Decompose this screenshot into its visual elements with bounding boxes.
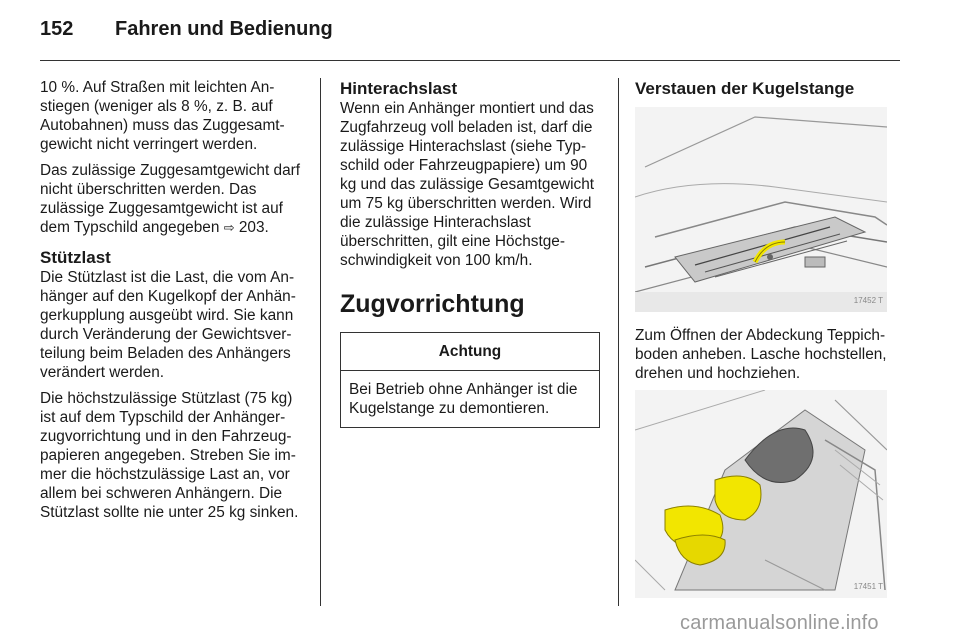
warning-title: Achtung: [341, 333, 599, 371]
column-middle: [340, 78, 602, 428]
paragraph: Die Stützlast ist die Last, die vom Anhänger auf den Kugelkopf der Anhängerkupplung ausgeübt wird. Sie kann durch Veränderung der Gewichtsverteilung beim Beladen des Anhängers verändert werden.: [40, 269, 296, 381]
section-title-zugvorrichtung: Zugvorrichtung: [340, 290, 525, 318]
paragraph: Wenn ein Anhänger montiert und das Zugfahrzeug voll beladen ist, darf die zulässige Hinterachslast (siehe Typschild oder Fahrzeugpapiere) um 90 kg und das zulässige Gesamtgewicht um 75 kg überschritten werden. Wird die zulässige Hinterachslast überschritten, gilt eine Höchstgeschwindigkeit von 100 km/h.: [340, 100, 595, 269]
warning-body: Bei Betrieb ohne Anhänger ist die Kugelstange zu demontieren.: [349, 381, 578, 417]
column-right: [635, 78, 903, 598]
tow-bar-storage-drawing-icon: [635, 390, 887, 598]
paragraph: Die höchstzulässige Stützlast (75 kg) ist auf dem Typschild der Anhängerzugvorrichtung und in den Fahrzeugpapieren angegeben. Streben Sie immer die höchstzulässige Last an, vor allem bei schweren Anhängern. Die Stützlast sollte nie unter 25 kg sinken.: [40, 390, 299, 521]
header-rule: [40, 60, 900, 61]
page-header: [40, 18, 333, 48]
trunk-floor-drawing-icon: [635, 107, 887, 312]
page-reference-arrow-icon[interactable]: ⇨: [223, 220, 235, 235]
image-code: 17451 T: [853, 582, 883, 591]
column-divider: [320, 78, 321, 606]
page-reference[interactable]: 203.: [234, 219, 269, 236]
page-number: 152: [40, 18, 74, 40]
image-code: 17452 T: [853, 296, 883, 305]
paragraph: [40, 161, 302, 237]
warning-box: [340, 332, 600, 428]
paragraph: 10 %. Auf Straßen mit leichten Anstiegen (weniger als 8 %, z. B. auf Autobahnen) muss das Zuggesamtgewicht nicht verringert werden.: [40, 79, 285, 153]
column-left: [40, 78, 302, 529]
section-title-hinterachslast: Hinterachslast: [340, 79, 458, 98]
watermark: carmanualsonline.info: [680, 612, 879, 634]
section-title-verstauen: Verstauen der Kugelstange: [635, 79, 855, 98]
section-title-stuetzlast: Stützlast: [40, 248, 111, 267]
illustration-tow-bar-storage: [635, 390, 887, 598]
page-heading: Fahren und Bedienung: [115, 18, 333, 40]
illustration-trunk-floor: [635, 107, 887, 312]
paragraph: Zum Öffnen der Abdeckung Teppichboden anheben. Lasche hochstellen, drehen und hochziehen.: [635, 327, 887, 382]
paragraph-text: Das zulässige Zuggesamtgewicht darf nicht überschritten werden. Das zulässige Zuggesamtgewicht ist auf dem Typschild angegeben: [40, 162, 301, 236]
column-divider: [618, 78, 619, 606]
